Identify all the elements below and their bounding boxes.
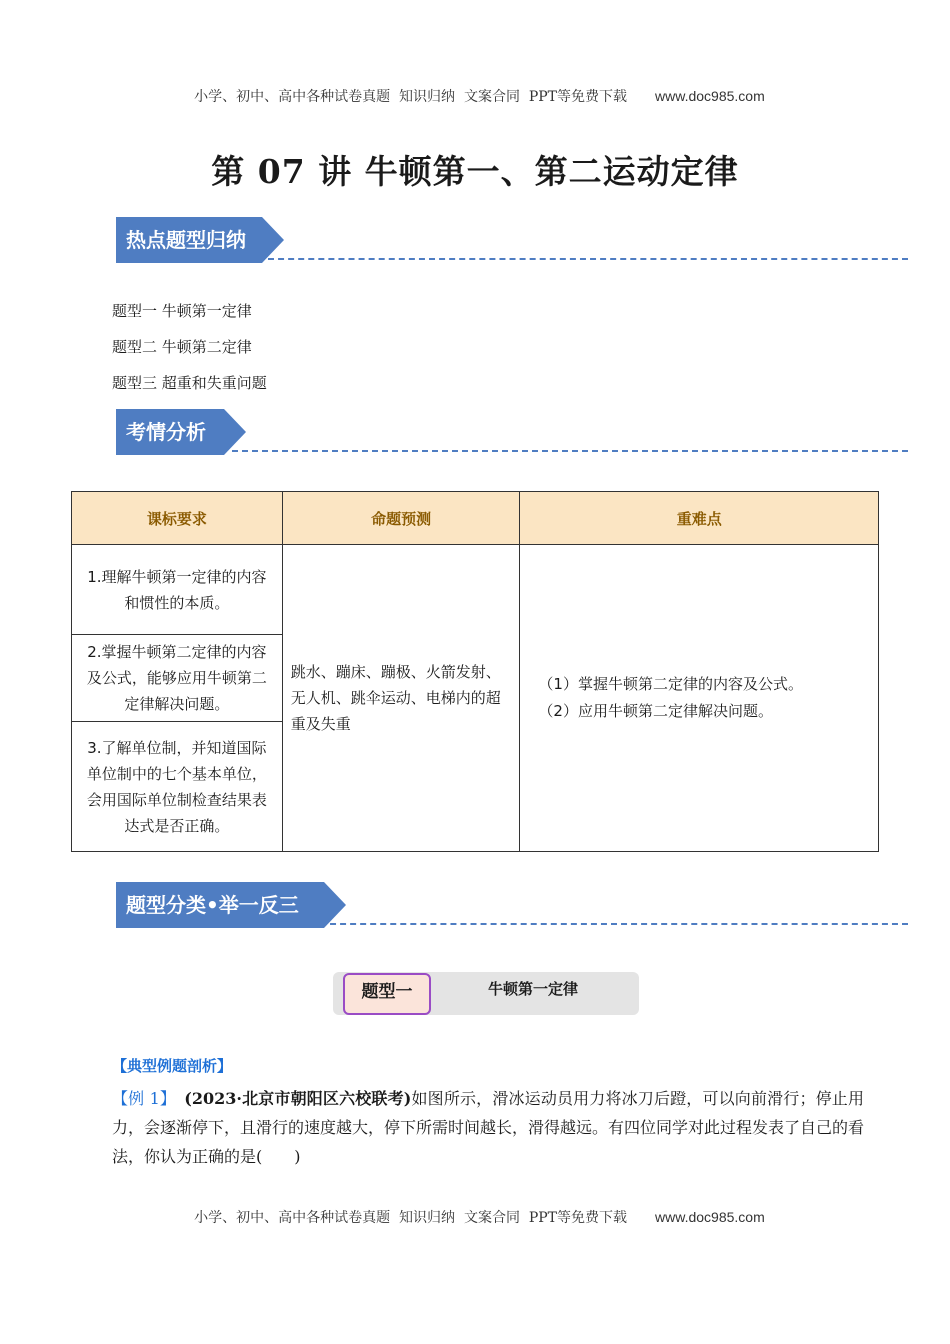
page-footer <box>0 1191 950 1227</box>
topic-list-item: 题型二 牛顿第二定律 <box>112 338 252 356</box>
analysis-table <box>71 491 879 852</box>
divider-dashed <box>232 450 908 452</box>
table-header-row <box>72 492 879 545</box>
classification-banner-label: 题型分类•举一反三 <box>126 893 299 917</box>
example-text: 如图所示，滑冰运动员用力将冰刀后蹬，可以向前滑行；停止用力，会逐渐停下，且滑行的速度越大，停下所需时间越长，滑得越远。有四位同学对此过程发表了自己的看法，你认为正确的是( ) <box>112 1089 865 1166</box>
section-title: 【典型例题剖析】 <box>112 1057 233 1075</box>
analysis-banner <box>116 409 248 455</box>
example-source: (2023·北京市朝阳区六校联考) <box>184 1089 412 1108</box>
requirement-cell: 3.了解单位制，并知道国际单位制中的七个基本单位，会用国际单位制检查结果表达式是否正确。 <box>72 722 283 852</box>
example-label: 【例 1】 <box>112 1089 169 1108</box>
prediction-cell: 跳水、蹦床、蹦极、火箭发射、无人机、跳伞运动、电梯内的超重及失重 <box>282 545 520 852</box>
table-header-cell: 重难点 <box>520 492 879 545</box>
key-points-cell <box>520 545 879 852</box>
key-point-item: （2）应用牛顿第二定律解决问题。 <box>538 702 773 720</box>
hot-topics-banner <box>116 217 286 263</box>
table-header-cell: 命题预测 <box>282 492 520 545</box>
header-text: 小学、初中、高中各种试卷真题 知识归纳 文案合同 PPT等免费下载 <box>194 89 628 105</box>
page-title: 第 07 讲 牛顿第一、第二运动定律 <box>211 152 739 191</box>
type-name: 牛顿第一定律 <box>488 980 579 998</box>
topic-list <box>112 293 267 401</box>
requirement-cell: 2.掌握牛顿第二定律的内容及公式，能够应用牛顿第二定律解决问题。 <box>72 635 283 722</box>
table-row <box>72 545 879 635</box>
topic-list-item: 题型三 超重和失重问题 <box>112 374 267 392</box>
divider-dashed <box>320 923 908 925</box>
divider-dashed <box>268 258 908 260</box>
classification-banner <box>116 882 348 928</box>
table-header-cell: 课标要求 <box>72 492 283 545</box>
hot-topics-banner-label: 热点题型归纳 <box>126 228 246 252</box>
topic-list-item: 题型一 牛顿第一定律 <box>112 302 252 320</box>
type-label-box: 题型一 <box>343 973 431 1015</box>
analysis-banner-label: 考情分析 <box>126 420 206 444</box>
footer-text: 小学、初中、高中各种试卷真题 知识归纳 文案合同 PPT等免费下载 <box>194 1210 628 1226</box>
example-paragraph <box>112 1084 864 1171</box>
requirement-cell: 1.理解牛顿第一定律的内容和惯性的本质。 <box>72 545 283 635</box>
footer-url[interactable]: www.doc985.com <box>655 1209 765 1225</box>
page-header <box>0 70 950 106</box>
key-point-item: （1）掌握牛顿第二定律的内容及公式。 <box>538 675 803 693</box>
header-url[interactable]: www.doc985.com <box>655 88 765 104</box>
